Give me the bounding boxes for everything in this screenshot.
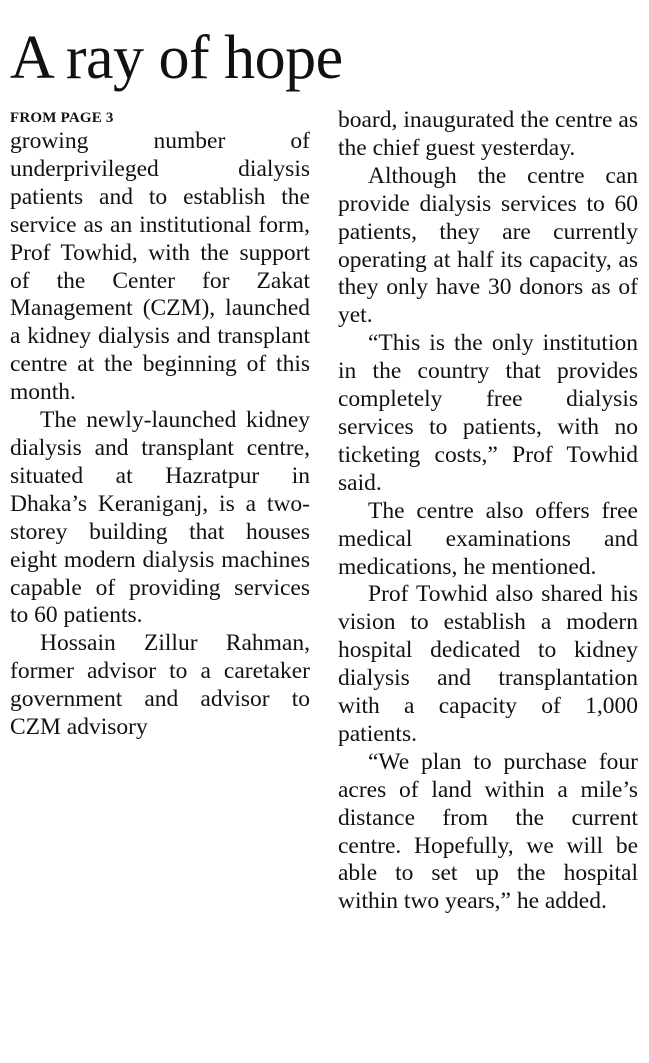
jump-label: FROM PAGE 3 bbox=[10, 110, 114, 126]
paragraph: “We plan to purchase four acres of land within a mile’s distance from the current centre. Hopefully, we will be able to set up the hospital within two years,” he added. bbox=[338, 748, 638, 915]
paragraph: Although the centre can provide dialysis services to 60 patients, they are currently operating at half its capacity, as they only have 30 donors as of yet. bbox=[338, 162, 638, 329]
paragraph: The centre also offers free medical examinations and medications, he mentioned. bbox=[338, 497, 638, 580]
left-column bbox=[10, 128, 310, 742]
paragraph: Hossain Zillur Rahman, former advisor to a caretaker government and advisor to CZM advisory bbox=[10, 630, 310, 741]
right-column bbox=[338, 107, 638, 916]
paragraph: growing number of underprivileged dialysis patients and to establish the service as an institutional form, Prof Towhid, with the support of the Center for Zakat Management (CZM), launched a kidney dialysis and transplant centre at the beginning of this month. bbox=[10, 128, 310, 406]
paragraph: “This is the only institution in the country that provides completely free dialysis services to patients, with no ticketing costs,” Prof Towhid said. bbox=[338, 330, 638, 496]
paragraph: Prof Towhid also shared his vision to establish a modern hospital dedicated to kidney dialysis and transplantation with a capacity of 1,000 patients. bbox=[338, 581, 638, 747]
paragraph: board, inaugurated the centre as the chief guest yesterday. bbox=[338, 107, 638, 161]
paragraph: The newly-launched kidney dialysis and transplant centre, situated at Hazratpur in Dhaka’s Keraniganj, is a two-storey building that houses eight modern dialysis machines capable of providing services to 60 patients. bbox=[10, 407, 310, 629]
headline: A ray of hope bbox=[10, 24, 343, 92]
